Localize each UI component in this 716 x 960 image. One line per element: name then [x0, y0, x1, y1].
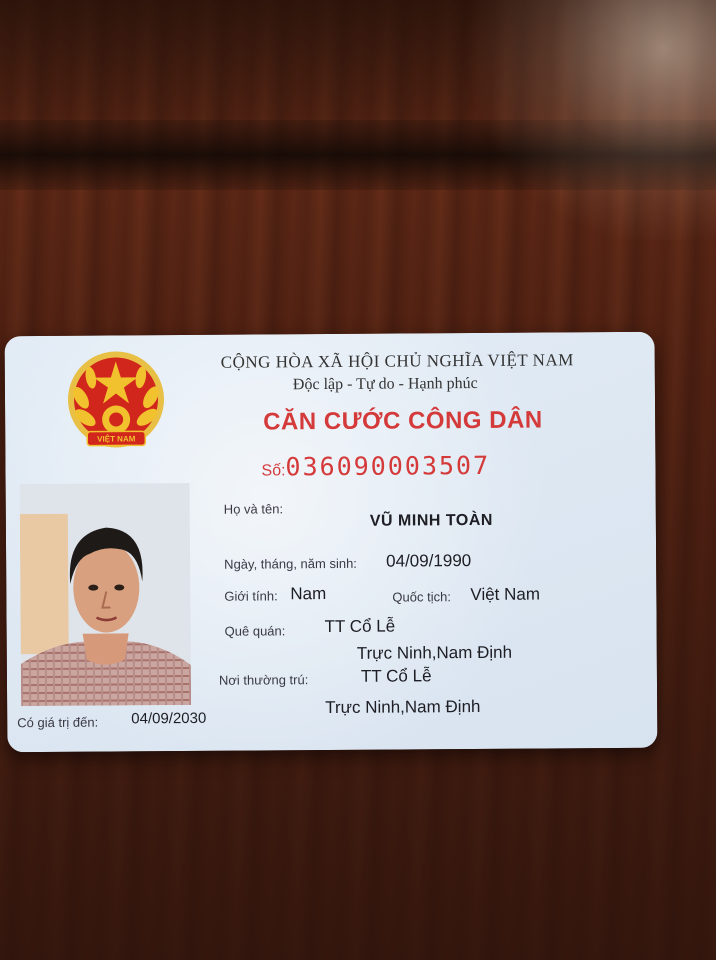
expiry-label: Có giá trị đến: — [17, 714, 99, 731]
full-name-value: VŨ MINH TOÀN — [369, 511, 493, 530]
expiry-value: 04/09/2030 — [131, 709, 207, 728]
national-emblem-icon — [61, 347, 172, 458]
id-number-row — [261, 451, 490, 482]
portrait-photo — [20, 483, 192, 706]
full-name-label: Họ và tên: — [223, 501, 284, 517]
hometown-line1: TT Cổ Lễ — [324, 616, 396, 637]
nationality-label: Quốc tịch: — [392, 589, 451, 605]
dob-label: Ngày, tháng, năm sinh: — [224, 555, 357, 572]
nationality-value: Việt Nam — [470, 584, 541, 605]
state-header: CỘNG HÒA XÃ HỘI CHỦ NGHĨA VIỆT NAM — [220, 350, 574, 372]
citizen-id-card — [5, 332, 658, 753]
id-number: 036090003507 — [285, 450, 491, 482]
state-motto: Độc lập - Tự do - Hạnh phúc — [292, 374, 478, 394]
sex-label: Giới tính: — [224, 588, 278, 604]
residence-line1: TT Cổ Lễ — [360, 666, 432, 686]
residence-line2: Trực Ninh,Nam Định — [325, 696, 481, 718]
hometown-line2: Trực Ninh,Nam Định — [356, 642, 513, 663]
id-number-label: Số: — [261, 462, 286, 480]
residence-label: Nơi thường trú: — [218, 672, 309, 688]
emblem-ribbon-text: VIỆT NAM — [97, 434, 136, 444]
hometown-label: Quê quán: — [224, 623, 286, 639]
card-title: CĂN CƯỚC CÔNG DÂN — [263, 406, 543, 436]
dob-value: 04/09/1990 — [386, 551, 472, 571]
sex-value: Nam — [290, 584, 327, 604]
